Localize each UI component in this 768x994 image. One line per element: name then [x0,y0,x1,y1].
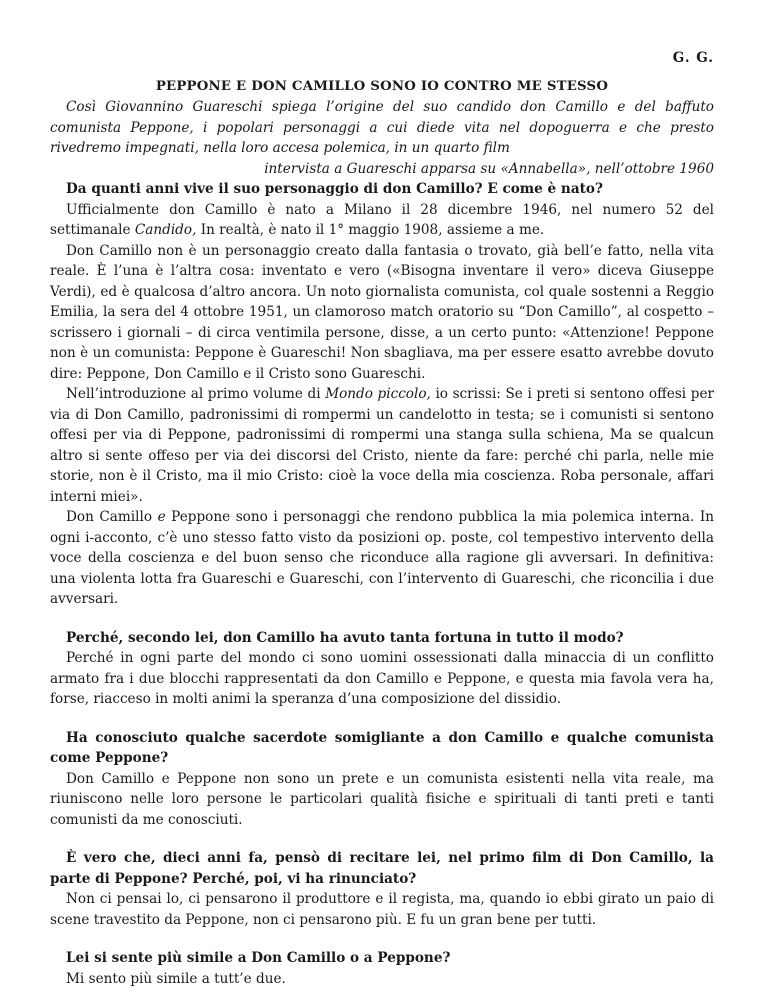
author-initials: G. G. [672,50,714,66]
answer-4: Non ci pensai lo, ci pensarono il produttore e il regista, ma, quando io ebbi girato un paio di scene travestito da Peppone, non ci pensarono più. E fu un gran bene per tutti. [50,891,714,928]
answer-5: Mi sento più simile a tutt’e due. [66,970,286,987]
document-page [50,48,714,989]
question-1: Da quanti anni vive il suo personaggio di don Camillo? E come è nato? [66,181,603,197]
answer-1-paragraph-2: Don Camillo non è un personaggio creato dalla fantasia o trovato, già bell’e fatto, nella vita reale. È l’una è l’altra cosa: inventato e vero («Bisogna inventare il vero» diceva Giuseppe Verdi), ed è qualcosa d’altro ancora. Un noto giornalista comunista, col quale sostenni a Reggio Emilia, la sera del 4 ottobre 1951, un clamoroso match oratorio su “Don Camillo”, al cospetto – scrissero i giornali – di circa ventimila persone, disse, a un certo punto: «Attenzione! Peppone non è un comunista: Peppone è Guareschi! Non sbagliava, ma per essere esatto avrebbe dovuto dire: Peppone, Don Camillo e il Cristo sono Guareschi. [50,242,714,382]
question-4: È vero che, dieci anni fa, pensò di recitare lei, nel primo film di Don Camillo, la parte di Peppone? Perché, poi, vi ha rinunciato? [50,850,714,887]
answer-2: Perché in ogni parte del mondo ci sono uomini ossessionati dalla minaccia di un conflitto armato fra i due blocchi rappresentati da don Camillo e Peppone, e questa mia favola vera ha, forse, riacceso in molti animi la speranza d’una composizione del dissidio. [50,650,714,707]
answer-3: Don Camillo e Peppone non sono un prete e un comunista esistenti nella vita reale, ma riuniscono nelle loro persone le particolari qualità fisiche e spirituali di tanti preti e tanti comunisti da me conosciuti. [50,770,714,828]
question-2: Perché, secondo lei, don Camillo ha avuto tanta fortuna in tutto il modo? [66,629,624,646]
question-5: Lei si sente più simile a Don Camillo o a Peppone? [66,950,451,966]
question-3: Ha conosciuto qualche sacerdote somigliante a don Camillo e qualche comunista come Peppone? [50,729,714,766]
article-title: PEPPONE E DON CAMILLO SONO IO CONTRO ME STESSO [155,78,609,94]
answer-1-paragraph-4: Don Camillo e Peppone sono i personaggi che rendono pubblica la mia polemica interna. In ogni i-acconto, c’è uno stesso fatto visto da posizioni op. poste, col tempestivo intervento della voce della coscienza e del buon senso che riconduce alla ragione gli avversari. In definitiva: una violenta lotta fra Guareschi e Guareschi, con l’intervento di Guareschi, che riconcilia i due avversari. [50,509,714,607]
article-subtitle: Così Giovannino Guareschi spiega l’origine del suo candido don Camillo e del baffuto comunista Peppone, i popolari personaggi a cui diede vita nel dopoguerra e che presto rivedremo impegnati, nella loro accesa polemica, in un quarto film [50,99,714,156]
answer-1-paragraph-3: Nell’introduzione al primo volume di Mondo piccolo, io scrissi: Se i preti si sentono offesi per via di Don Camillo, padronissimi di rompermi un candelotto in testa; se i comunisti si sentono offesi per via di Peppone, padronissimi di rompermi una stanga sulla schiena, Ma se qualcun altro si sente offeso per via dei discorsi del Cristo, niente da fare: perché chi parla, nelle mie storie, non è il Cristo, ma il mio Cristo: cioè la voce della mia coscienza. Roba personale, affari interni miei». [50,386,714,505]
answer-1-paragraph-1: Ufficialmente don Camillo è nato a Milano il 28 dicembre 1946, nel numero 52 del settimanale Candido, In realtà, è nato il 1° maggio 1908, assieme a me. [50,201,714,238]
article-source: intervista a Guareschi apparsa su «Annabella», nell’ottobre 1960 [264,160,714,177]
